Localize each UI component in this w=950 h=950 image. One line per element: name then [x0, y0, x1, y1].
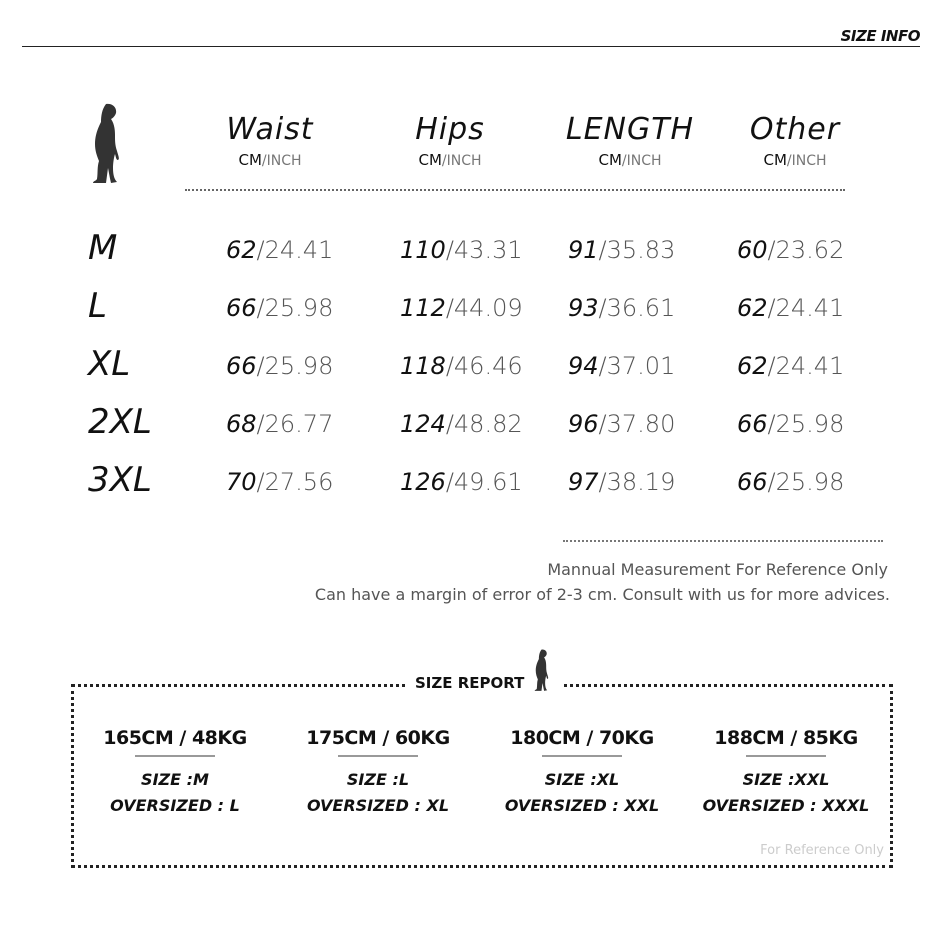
figure-icon	[84, 102, 130, 188]
cm-value: 66	[226, 294, 257, 322]
inch-value: /27.56	[256, 468, 334, 496]
inch-value: /25.98	[767, 410, 845, 438]
item-divider	[542, 755, 622, 757]
inch-value: /37.80	[598, 410, 676, 438]
recommended-size: SIZE :M	[141, 770, 209, 789]
cm-value: 97	[568, 468, 599, 496]
oversized-size: OVERSIZED : XXXL	[702, 796, 870, 815]
size-report-item	[686, 727, 886, 819]
header-divider	[22, 46, 920, 47]
item-divider	[338, 755, 418, 757]
size-row	[0, 344, 950, 384]
measurement-cell	[737, 468, 844, 496]
measurement-cell	[737, 294, 844, 322]
measurement-cell	[737, 352, 844, 380]
inch-value: /35.83	[598, 236, 676, 264]
measurement-cell	[568, 294, 675, 322]
size-row	[0, 286, 950, 326]
inch-value: /37.01	[598, 352, 676, 380]
recommended-size: SIZE :L	[346, 770, 410, 789]
cm-value: 66	[737, 410, 768, 438]
oversized-size: OVERSIZED : XL	[306, 796, 450, 815]
size-report-label: SIZE REPORT	[415, 674, 525, 692]
inch-value: /36.61	[598, 294, 676, 322]
body-measurement: 180CM / 70KG	[510, 727, 654, 749]
size-report-item	[278, 727, 478, 819]
measurement-cell	[400, 294, 523, 322]
body-measurement: 165CM / 48KG	[103, 727, 247, 749]
size-report-item	[482, 727, 682, 819]
reference-footnote: For Reference Only	[760, 843, 884, 858]
size-label: XL	[88, 344, 131, 384]
size-label: M	[88, 228, 118, 268]
inch-value: /24.41	[767, 294, 845, 322]
oversized-size: OVERSIZED : L	[110, 796, 240, 815]
measurement-cell	[226, 294, 333, 322]
oversized-size: OVERSIZED : XXL	[504, 796, 660, 815]
size-row	[0, 402, 950, 442]
cm-value: 60	[737, 236, 768, 264]
cm-value: 62	[737, 294, 768, 322]
measurement-cell	[400, 468, 523, 496]
measurement-cell	[737, 410, 844, 438]
inch-value: /49.61	[445, 468, 523, 496]
measurement-cell	[226, 236, 333, 264]
inch-value: /24.41	[256, 236, 334, 264]
inch-value: /46.46	[445, 352, 523, 380]
measurement-cell	[568, 236, 675, 264]
recommended-size: SIZE :XL	[544, 770, 620, 789]
column-header-length: LENGTH CM/INCH	[565, 112, 695, 169]
cm-value: 118	[400, 352, 446, 380]
column-header-other: Other CM/INCH	[749, 112, 841, 169]
size-report-item	[75, 727, 275, 819]
size-row	[0, 460, 950, 500]
page-title: SIZE INFO	[840, 27, 920, 45]
cm-value: 110	[400, 236, 446, 264]
inch-value: /43.31	[445, 236, 523, 264]
size-label: L	[88, 286, 107, 326]
item-divider	[135, 755, 215, 757]
measurement-cell	[226, 410, 333, 438]
measurement-cell	[226, 352, 333, 380]
notes-dotted-divider	[563, 540, 883, 542]
inch-value: /24.41	[767, 352, 845, 380]
measurement-cell	[568, 468, 675, 496]
measurement-cell	[737, 236, 844, 264]
column-header-hips: Hips CM/INCH	[415, 112, 485, 169]
cm-value: 62	[226, 236, 257, 264]
cm-value: 66	[737, 468, 768, 496]
body-measurement: 175CM / 60KG	[306, 727, 450, 749]
measurement-cell	[400, 410, 523, 438]
header-dotted-divider	[185, 189, 845, 191]
measurement-cell	[568, 410, 675, 438]
cm-value: 62	[737, 352, 768, 380]
item-divider	[746, 755, 826, 757]
measurement-cell	[226, 468, 333, 496]
cm-value: 112	[400, 294, 446, 322]
size-label: 3XL	[88, 460, 152, 500]
inch-value: /38.19	[598, 468, 676, 496]
measurement-cell	[400, 352, 523, 380]
inch-value: /23.62	[767, 236, 845, 264]
column-header-waist: Waist CM/INCH	[226, 112, 314, 169]
inch-value: /48.82	[445, 410, 523, 438]
inch-value: /26.77	[256, 410, 334, 438]
cm-value: 66	[226, 352, 257, 380]
cm-value: 126	[400, 468, 446, 496]
cm-value: 96	[568, 410, 599, 438]
inch-value: /44.09	[445, 294, 523, 322]
note-line-1: Mannual Measurement For Reference Only	[547, 560, 888, 579]
body-measurement: 188CM / 85KG	[714, 727, 858, 749]
cm-value: 91	[568, 236, 599, 264]
size-label: 2XL	[88, 402, 152, 442]
measurement-cell	[400, 236, 523, 264]
inch-value: /25.98	[256, 294, 334, 322]
inch-value: /25.98	[256, 352, 334, 380]
measurement-cell	[568, 352, 675, 380]
figure-icon	[530, 648, 554, 694]
size-row	[0, 228, 950, 268]
inch-value: /25.98	[767, 468, 845, 496]
cm-value: 93	[568, 294, 599, 322]
cm-value: 124	[400, 410, 446, 438]
note-line-2: Can have a margin of error of 2-3 cm. Consult with us for more advices.	[314, 585, 890, 604]
cm-value: 94	[568, 352, 599, 380]
cm-value: 70	[226, 468, 257, 496]
recommended-size: SIZE :XXL	[742, 770, 830, 789]
cm-value: 68	[226, 410, 257, 438]
size-report-title	[405, 664, 564, 694]
